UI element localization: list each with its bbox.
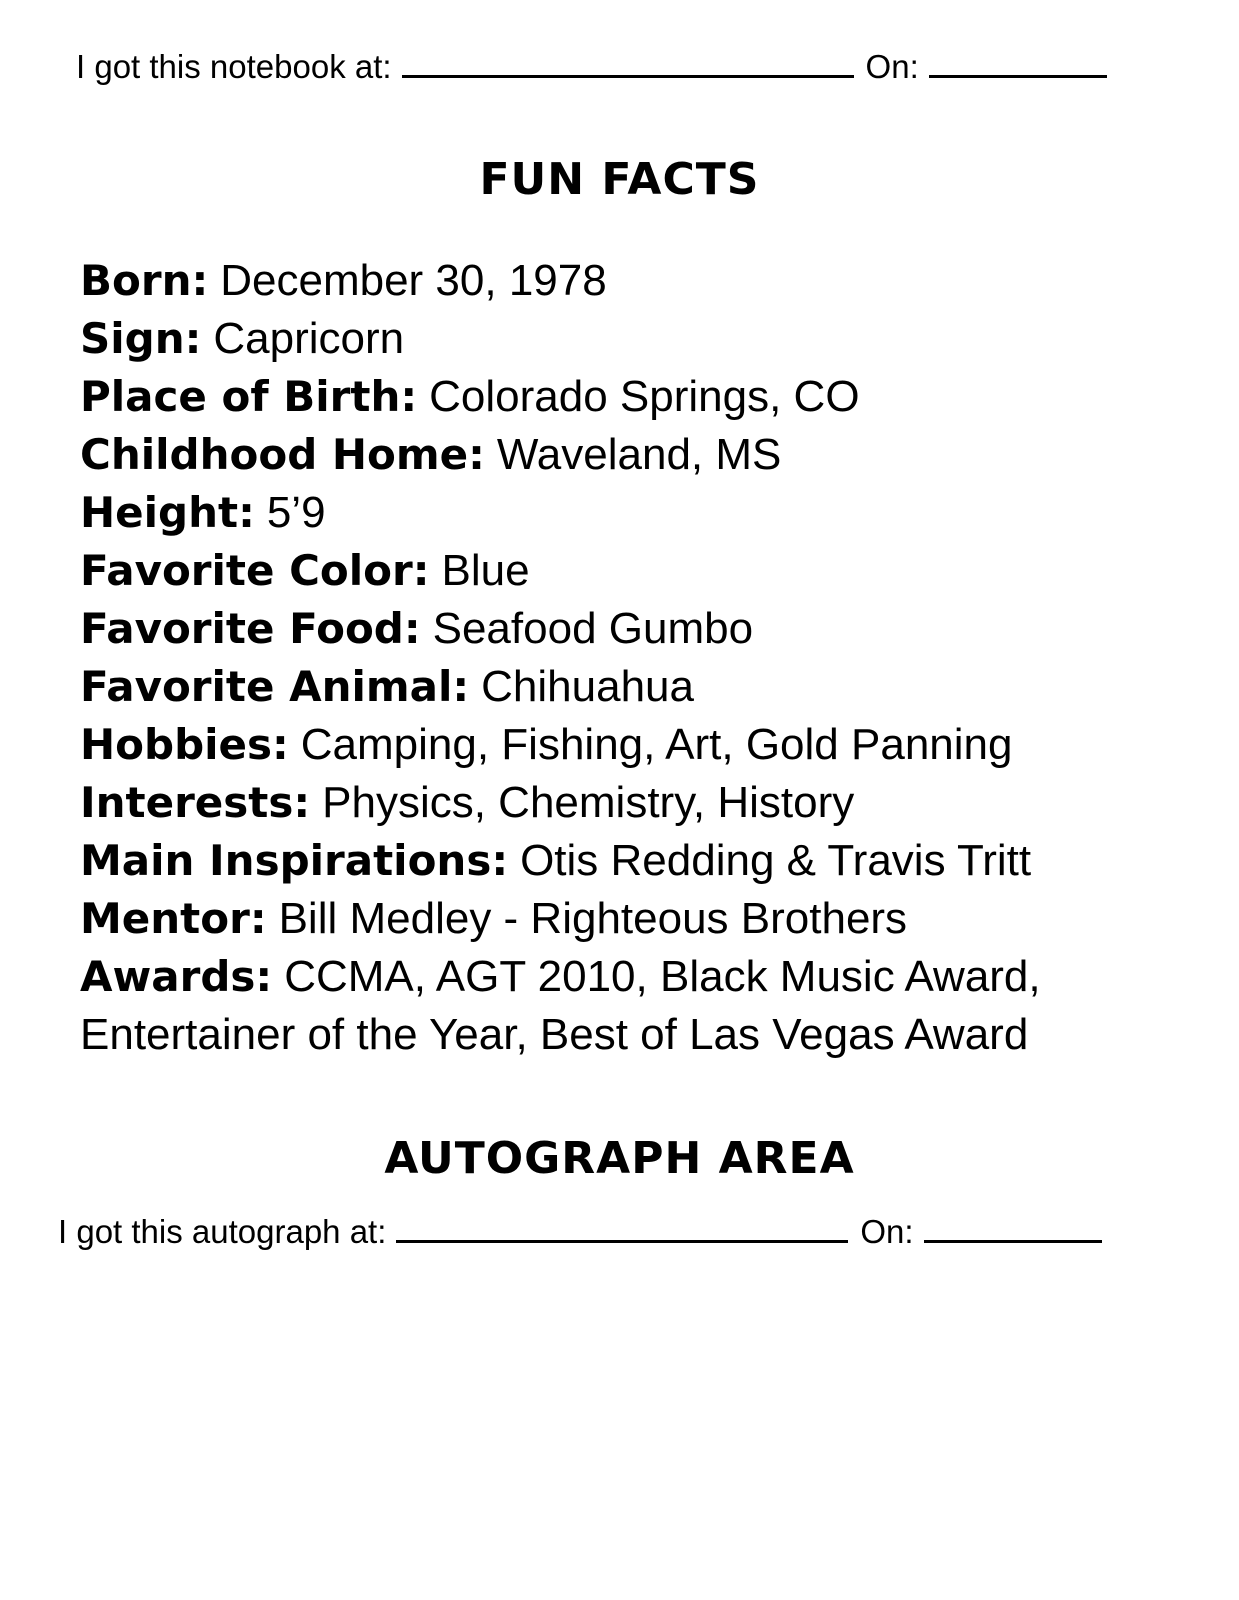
fun-fact-item [80,890,1200,948]
fun-fact-value: Chihuahua [481,662,695,711]
fun-fact-label: Place of Birth: [80,372,418,421]
fun-fact-item [80,658,1200,716]
fun-fact-label: Hobbies: [80,720,289,769]
autograph-area-heading: AUTOGRAPH AREA [384,1133,855,1184]
fun-fact-value: Physics, Chemistry, History [322,778,855,827]
fun-fact-label: Main Inspirations: [80,836,509,885]
fun-fact-label: Awards: [80,952,273,1001]
fun-facts-list [80,252,1200,1063]
notebook-origin-label: I got this notebook at: [76,48,392,85]
fun-facts-heading: FUN FACTS [479,154,760,205]
fun-fact-item [80,368,1200,426]
autograph-date-label: On: [860,1213,914,1250]
autograph-signing-area[interactable] [58,1270,1178,1570]
notebook-date-blank[interactable] [929,49,1107,78]
fun-fact-label: Interests: [80,778,311,827]
fun-fact-label: Favorite Animal: [80,662,470,711]
notebook-date-label: On: [865,48,919,85]
autograph-origin-line [58,1213,1102,1251]
fun-fact-value: Otis Redding & Travis Tritt [520,836,1032,885]
fun-fact-value: Waveland, MS [496,430,782,479]
autograph-location-blank[interactable] [396,1214,848,1243]
fun-fact-label: Born: [80,256,209,305]
fun-fact-item [80,484,1200,542]
notebook-origin-line [76,48,1107,86]
fun-fact-value: Bill Medley - Righteous Brothers [278,894,908,943]
fun-fact-label: Favorite Color: [80,546,430,595]
fun-fact-item [80,310,1200,368]
fun-fact-value: CCMA, AGT 2010, Black Music Award, [284,952,1041,1001]
fun-fact-value: 5’9 [266,488,326,537]
fun-fact-value: Colorado Springs, CO [429,372,860,421]
fun-fact-label: Mentor: [80,894,267,943]
fun-fact-item [80,832,1200,890]
fun-fact-item [80,426,1200,484]
fun-fact-label: Sign: [80,314,202,363]
fun-fact-value: Capricorn [213,314,405,363]
fun-fact-item [80,774,1200,832]
fun-fact-value: Seafood Gumbo [432,604,754,653]
notebook-location-blank[interactable] [402,49,854,78]
fun-fact-label: Favorite Food: [80,604,421,653]
fun-fact-item [80,542,1200,600]
fun-fact-value: December 30, 1978 [220,256,607,305]
fun-fact-item [80,600,1200,658]
autograph-date-blank[interactable] [924,1214,1102,1243]
fun-fact-label: Childhood Home: [80,430,485,479]
fun-fact-label: Height: [80,488,255,537]
fun-fact-item [80,948,1200,1006]
fun-fact-value: Blue [441,546,530,595]
fun-fact-item [80,252,1200,310]
autograph-origin-label: I got this autograph at: [58,1213,387,1250]
awards-continuation: Entertainer of the Year, Best of Las Vegas Award [80,1010,1029,1059]
fun-fact-value: Camping, Fishing, Art, Gold Panning [300,720,1013,769]
fun-fact-item [80,716,1200,774]
